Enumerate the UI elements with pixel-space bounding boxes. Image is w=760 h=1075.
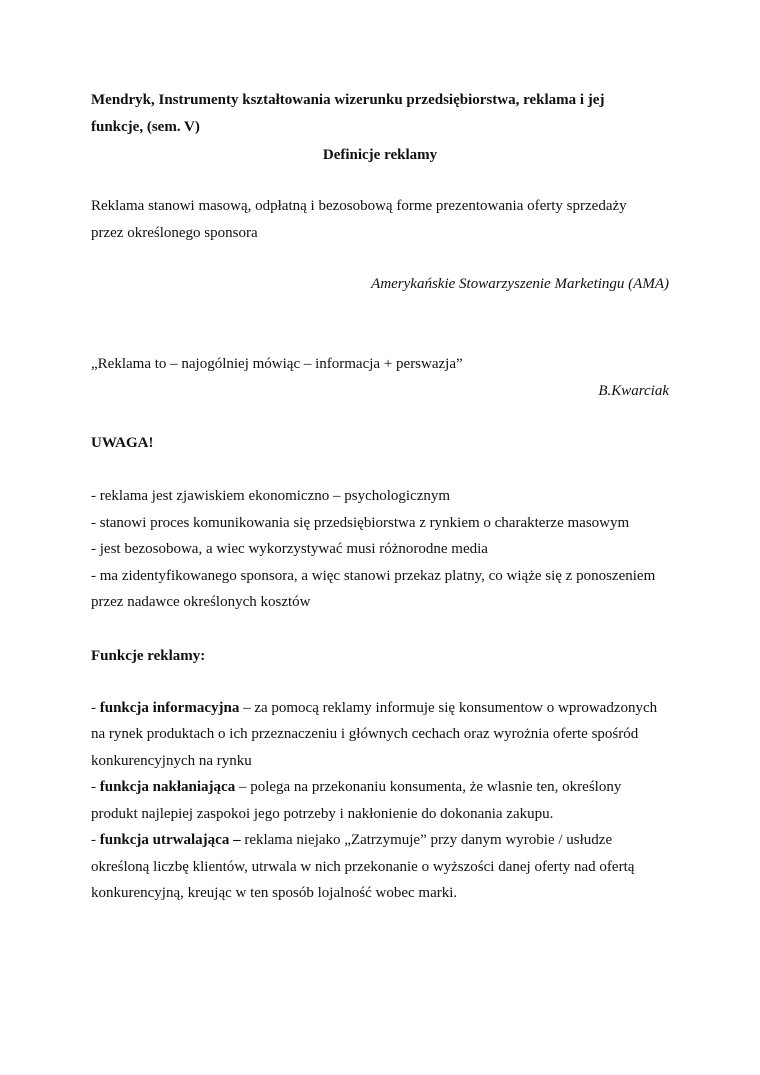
document-title-line1: Mendryk, Instrumenty kształtowania wizerunku przedsiębiorstwa, reklama i jej [91, 92, 605, 108]
function-description: reklama niejako „Zatrzymuje” przy danym wyrobie / usłudze [240, 832, 613, 848]
function-name: funkcja informacyjna [99, 700, 240, 716]
function-informational-line3: konkurencyjnych na rynku [91, 753, 252, 769]
definition1-line1: Reklama stanowi masową, odpłatną i bezosobową forme prezentowania oferty sprzedaży [91, 198, 627, 214]
list-dash: - [91, 832, 100, 848]
function-description: – za pomocą reklamy informuje się konsumentow o wprowadzonych [239, 700, 658, 716]
function-informational-line1 [91, 699, 657, 717]
function-name: funkcja nakłaniająca [99, 779, 236, 795]
list-dash: - [91, 779, 100, 795]
function-reinforcing-line2: określoną liczbę klientów, utrwala w nich przekonanie o wyższości danej oferty nad ofertą [91, 859, 635, 875]
function-reinforcing-line3: konkurencyjną, kreując w ten sposób lojalność wobec marki. [91, 885, 458, 901]
note-item: - jest bezosobowa, a wiec wykorzystywać musi różnorodne media [91, 541, 488, 557]
definition1-line2: przez określonego sponsora [91, 225, 258, 241]
note-heading: UWAGA! [91, 435, 154, 451]
definition2-source: B.Kwarciak [598, 383, 669, 399]
definition2-quote: „Reklama to – najogólniej mówiąc – informacja + perswazja” [91, 356, 463, 372]
function-persuasive-line2: produkt najlepiej zaspokoi jego potrzeby i nakłonienie do dokonania zakupu. [91, 806, 554, 822]
function-reinforcing-line1 [91, 831, 612, 849]
section-title-definitions: Definicje reklamy [322, 147, 438, 163]
function-description: – polega na przekonaniu konsumenta, że wlasnie ten, określony [235, 779, 622, 795]
function-name: funkcja utrwalająca – [99, 832, 241, 848]
function-informational-line2: na rynek produktach o ich przeznaczeniu i głównych cechach oraz wyrożnia oferte spośród [91, 726, 639, 742]
note-item: - stanowi proces komunikowania się przedsiębiorstwa z rynkiem o charakterze masowym [91, 515, 630, 531]
note-item: - reklama jest zjawiskiem ekonomiczno – psychologicznym [91, 488, 451, 504]
note-item-continuation: przez nadawce określonych kosztów [91, 594, 311, 610]
document-title-line2: funkcje, (sem. V) [91, 119, 200, 135]
functions-heading: Funkcje reklamy: [91, 648, 206, 664]
list-dash: - [91, 700, 100, 716]
definition1-source: Amerykańskie Stowarzyszenie Marketingu (AMA) [371, 276, 669, 292]
note-item: - ma zidentyfikowanego sponsora, a więc stanowi przekaz platny, co wiąże się z ponoszeniem [91, 568, 656, 584]
function-persuasive-line1 [91, 778, 621, 796]
